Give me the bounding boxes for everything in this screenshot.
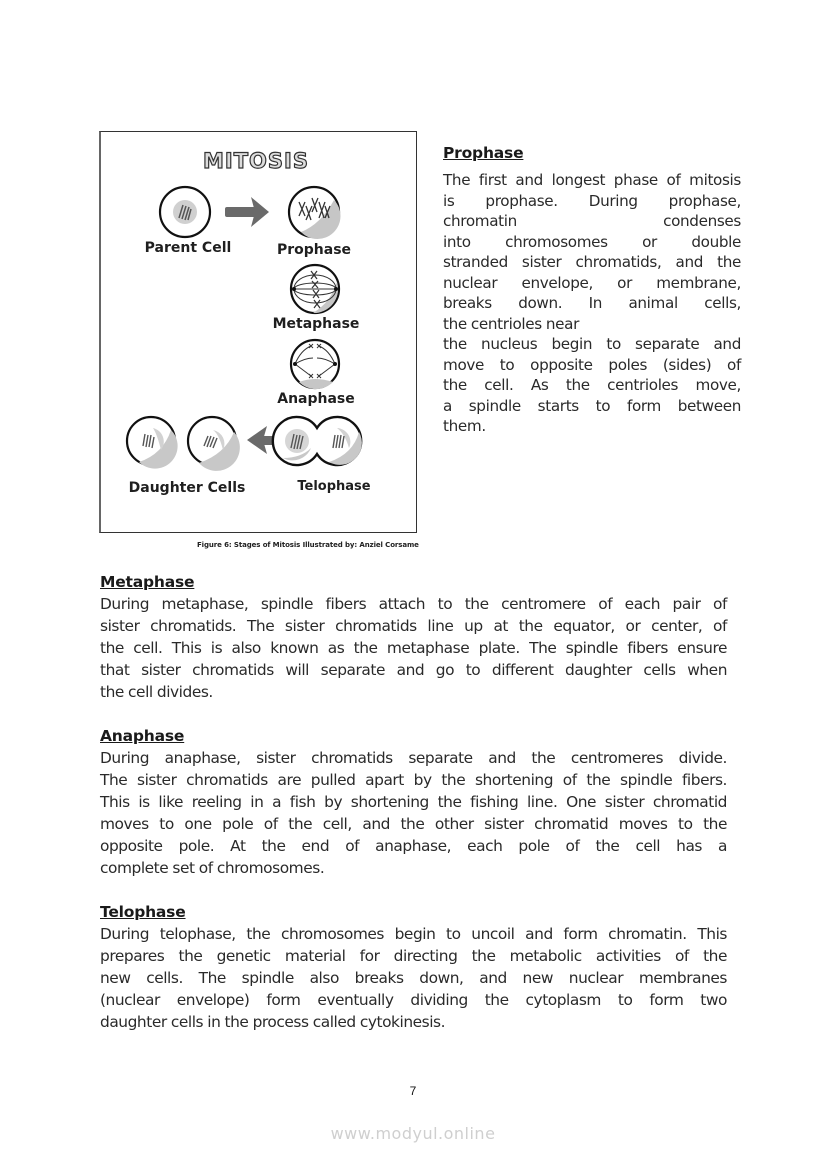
anaphase-section	[100, 725, 727, 879]
daughter-cell-1-icon	[127, 417, 178, 469]
text-line: into chromosomes or double	[443, 232, 741, 251]
text-line: daughter cells in the process called cytokinesis.	[100, 1013, 446, 1031]
label-prophase: Prophase	[276, 242, 352, 258]
text-line: opposite pole. At the end of anaphase, each pole of the cell has a	[100, 837, 727, 855]
prophase-heading: Prophase	[443, 144, 524, 162]
text-line: is prophase. During prophase,	[443, 191, 741, 210]
text-line: the centrioles near	[443, 314, 579, 333]
label-parent-cell: Parent Cell	[144, 240, 232, 256]
text-line: chromatin condenses	[443, 212, 741, 230]
telophase-cell-icon	[273, 417, 362, 465]
text-line: the cell. As the centrioles move,	[443, 376, 741, 394]
diagram-title: MITOSIS	[203, 149, 309, 173]
text-line: During telophase, the chromosomes begin to uncoil and form chromatin. This	[100, 925, 727, 943]
text-line: new cells. The spindle also breaks down, and new nuclear membranes	[100, 969, 727, 987]
text-line: During anaphase, sister chromatids separate and the centromeres divide.	[100, 749, 727, 767]
text-line: a spindle starts to form between	[443, 396, 741, 415]
page-number: 7	[409, 1084, 417, 1098]
telophase-section	[100, 901, 727, 1033]
anaphase-heading: Anaphase	[100, 727, 185, 745]
label-anaphase: Anaphase	[277, 391, 355, 407]
arrow-right-icon	[225, 197, 269, 227]
label-daughter-cells: Daughter Cells	[128, 480, 246, 496]
text-line: breaks down. In animal cells,	[443, 294, 741, 312]
prophase-cell-icon	[289, 187, 340, 239]
telophase-paragraph	[100, 923, 727, 1033]
anaphase-cell-icon	[291, 340, 339, 389]
text-line: prepares the genetic material for directing the metabolic activities of the	[100, 947, 727, 965]
text-line: During metaphase, spindle fibers attach to the centromere of each pair of	[100, 595, 727, 613]
parent-cell-icon	[160, 187, 211, 237]
metaphase-paragraph	[100, 593, 727, 703]
metaphase-section	[100, 571, 727, 703]
anaphase-paragraph	[100, 747, 727, 879]
watermark: www.modyul.online	[330, 1124, 496, 1143]
text-line: sister chromatids. The sister chromatids line up at the equator, or center, of	[100, 617, 727, 635]
text-line: the cell divides.	[100, 683, 213, 701]
label-telophase: Telophase	[297, 479, 371, 494]
text-line: complete set of chromosomes.	[100, 859, 325, 877]
text-line: stranded sister chromatids, and the	[443, 253, 741, 271]
text-line: nuclear envelope, or membrane,	[443, 273, 741, 292]
text-line: This is like reeling in a fish by shortening the fishing line. One sister chromatid	[100, 793, 727, 811]
telophase-heading: Telophase	[100, 903, 186, 921]
text-line: The first and longest phase of mitosis	[443, 171, 741, 189]
figure-caption: Figure 6: Stages of Mitosis Illustrated by: Anziel Corsame	[197, 541, 419, 549]
text-line: the nucleus begin to separate and	[443, 335, 741, 353]
text-line: that sister chromatids will separate and go to different daughter cells when	[100, 661, 727, 679]
metaphase-cell-icon	[291, 265, 339, 313]
text-line: the cell. This is also known as the metaphase plate. The spindle fibers ensure	[100, 639, 727, 657]
text-line: move to opposite poles (sides) of	[443, 355, 741, 374]
daughter-cell-2-icon	[188, 417, 240, 471]
prophase-section	[443, 144, 741, 437]
metaphase-heading: Metaphase	[100, 573, 195, 591]
mitosis-figure	[99, 131, 417, 533]
text-line: (nuclear envelope) form eventually dividing the cytoplasm to form two	[100, 991, 727, 1009]
text-line: The sister chromatids are pulled apart by the shortening of the spindle fibers.	[100, 771, 727, 789]
mitosis-diagram	[101, 132, 419, 534]
text-line: them.	[443, 417, 486, 435]
prophase-paragraph	[443, 170, 741, 437]
text-line: moves to one pole of the cell, and the other sister chromatid moves to the	[100, 815, 727, 833]
label-metaphase: Metaphase	[272, 316, 360, 332]
